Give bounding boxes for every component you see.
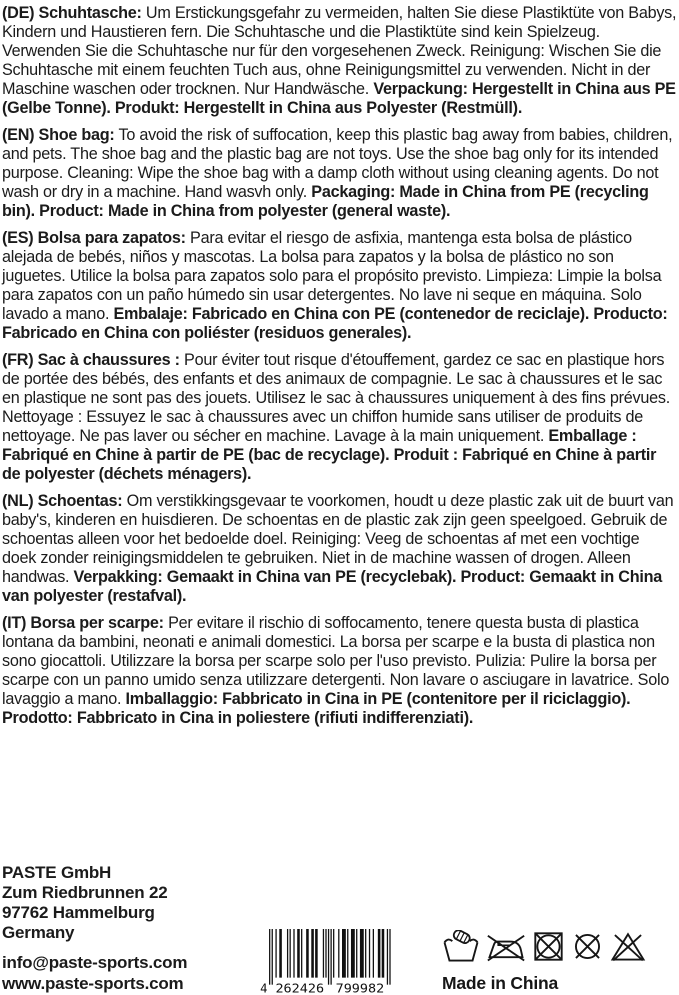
do-not-bleach-icon (610, 930, 646, 963)
section-body-es: Para evitar el riesgo de asfixia, mantenga esta bolsa de plástico alejada de bebés, niños y mascotas. La bolsa para zapatos y la bolsa de plástico no son juguetes. Utilice la bolsa para zapatos solo para el propósito previsto. Limpieza: Limpie la bolsa para zapatos con un paño húmedo sin usar detergentes. No lave ni seque en máquina. Solo lavado a mano. (2, 229, 662, 323)
address-street: Zum Riedbrunnen 22 (2, 883, 168, 902)
section-tail-nl: Verpakking: Gemaakt in China van PE (recyclebak). Product: Gemaakt in China van polyester (restafval). (2, 568, 663, 605)
hand-wash-icon (442, 930, 480, 963)
address-city: 97762 Hammelburg (2, 903, 155, 922)
care-text-nl (2, 492, 677, 606)
contact-email: info@paste-sports.com (2, 953, 188, 972)
do-not-iron-icon (486, 930, 526, 963)
address-country: Germany (2, 923, 75, 942)
company-name: PASTE GmbH (2, 863, 112, 882)
section-heading-it: (IT) Borsa per scarpe: (2, 614, 164, 632)
care-text-fr (2, 351, 677, 484)
made-in-china-text: Made in China (442, 973, 559, 993)
section-body-nl: Om verstikkingsgevaar te voorkomen, houdt u deze plastic zak uit de buurt van baby's, kinderen en huisdieren. De schoentas en de plastic zak zijn geen speelgoed. Gebruik de schoentas alleen voor het bedoelde doel. Reiniging: Veeg de schoentas af met een vochtige doek zonder reinigingsmiddelen te gebruiken. Niet in de machine wassen of drogen. Alleen handwas. (2, 492, 674, 586)
care-text-es (2, 229, 677, 343)
section-heading-nl: (NL) Schoentas: (2, 492, 123, 510)
contact-website: www.paste-sports.com (2, 974, 184, 993)
section-tail-de: Verpackung: Hergestellt in China aus PE (Gelbe Tonne). Produkt: Hergestellt in China aus Polyester (Restmüll). (2, 80, 676, 117)
section-heading-fr: (FR) Sac à chaussures : (2, 351, 180, 369)
do-not-tumble-dry-icon (532, 930, 565, 963)
care-text-en (2, 126, 677, 221)
barcode-right-digits: 799982 (335, 981, 385, 993)
section-tail-en: Packaging: Made in China from PE (recycling bin). Product: Made in China from polyester (general waste). (2, 183, 649, 220)
barcode-lead-digit: 4 (260, 981, 268, 993)
section-body-de: Um Erstickungsgefahr zu vermeiden, halten Sie diese Plastiktüte von Babys, Kindern und Haustieren fern. Die Schuhtasche und die Plastiktüte sind kein Spielzeug. Verwenden Sie die Schuhtasche nur für den vorgesehenen Zweck. Reinigung: Wischen Sie die Schuhtasche mit einem feuchten Tuch aus, ohne Reinigungsmittel zu verwenden. Nicht in der Maschine waschen oder trocknen. Nur Handwäsche. (2, 4, 677, 98)
section-tail-it: Imballaggio: Fabbricato in Cina in PE (contenitore per il riciclaggio). Prodotto: Fabbricato in Cina in poliestere (rifiuti indifferenziati). (2, 690, 631, 727)
barcode-left-digits: 262426 (275, 981, 325, 993)
manufacturer-address (2, 863, 167, 943)
care-text-it (2, 614, 677, 728)
do-not-dry-clean-icon (571, 930, 604, 963)
section-heading-de: (DE) Schuhtasche: (2, 4, 142, 22)
care-symbols-block (442, 930, 646, 994)
section-body-it: Per evitare il rischio di soffocamento, tenere questa busta di plastica lontana da bambini, neonati e animali domestici. La borsa per scarpe e la busta di plastica non sono giocattoli. Utilizzare la borsa per scarpe solo per l'uso previsto. Pulizia: Pulire la borsa per scarpe con un panno umido senza utilizzare detergenti. Non lavare o asciugare in lavatrice. Solo lavaggio a mano. (2, 614, 670, 708)
section-tail-es: Embalaje: Fabricado en China con PE (contenedor de reciclaje). Producto: Fabricado en China con poliéster (residuos generales). (2, 305, 668, 342)
section-heading-en: (EN) Shoe bag: (2, 126, 115, 144)
ean13-barcode (260, 929, 392, 993)
section-tail-fr: Emballage : Fabriqué en Chine à partir de PE (bac de recyclage). Produit : Fabriqué en Chine à partir de polyester (déchets ménagers). (2, 427, 657, 483)
care-text-de (2, 4, 677, 118)
section-heading-es: (ES) Bolsa para zapatos: (2, 229, 186, 247)
manufacturer-contact (2, 952, 187, 994)
section-body-fr: Pour éviter tout risque d'étouffement, gardez ce sac en plastique hors de portée des bébés, des enfants et des animaux de compagnie. Le sac à chaussures et le sac en plastique ne sont pas des jouets. Utilisez le sac à chaussures uniquement à des fins prévues. Nettoyage : Essuyez le sac à chaussures avec un chiffon humide sans utiliser de produits de nettoyage. Ne pas laver ou sécher en machine. Lavage à la main uniquement. (2, 351, 670, 445)
section-body-en: To avoid the risk of suffocation, keep this plastic bag away from babies, children, and pets. The shoe bag and the plastic bag are not toys. Use the shoe bag only for its intended purpose. Cleaning: Wipe the shoe bag with a damp cloth without using cleaning agents. Do not wash or dry in a machine. Hand wasvh only. (2, 126, 673, 201)
barcode-bars (260, 929, 392, 993)
care-symbols-row (442, 930, 646, 963)
label-footer (2, 861, 677, 995)
